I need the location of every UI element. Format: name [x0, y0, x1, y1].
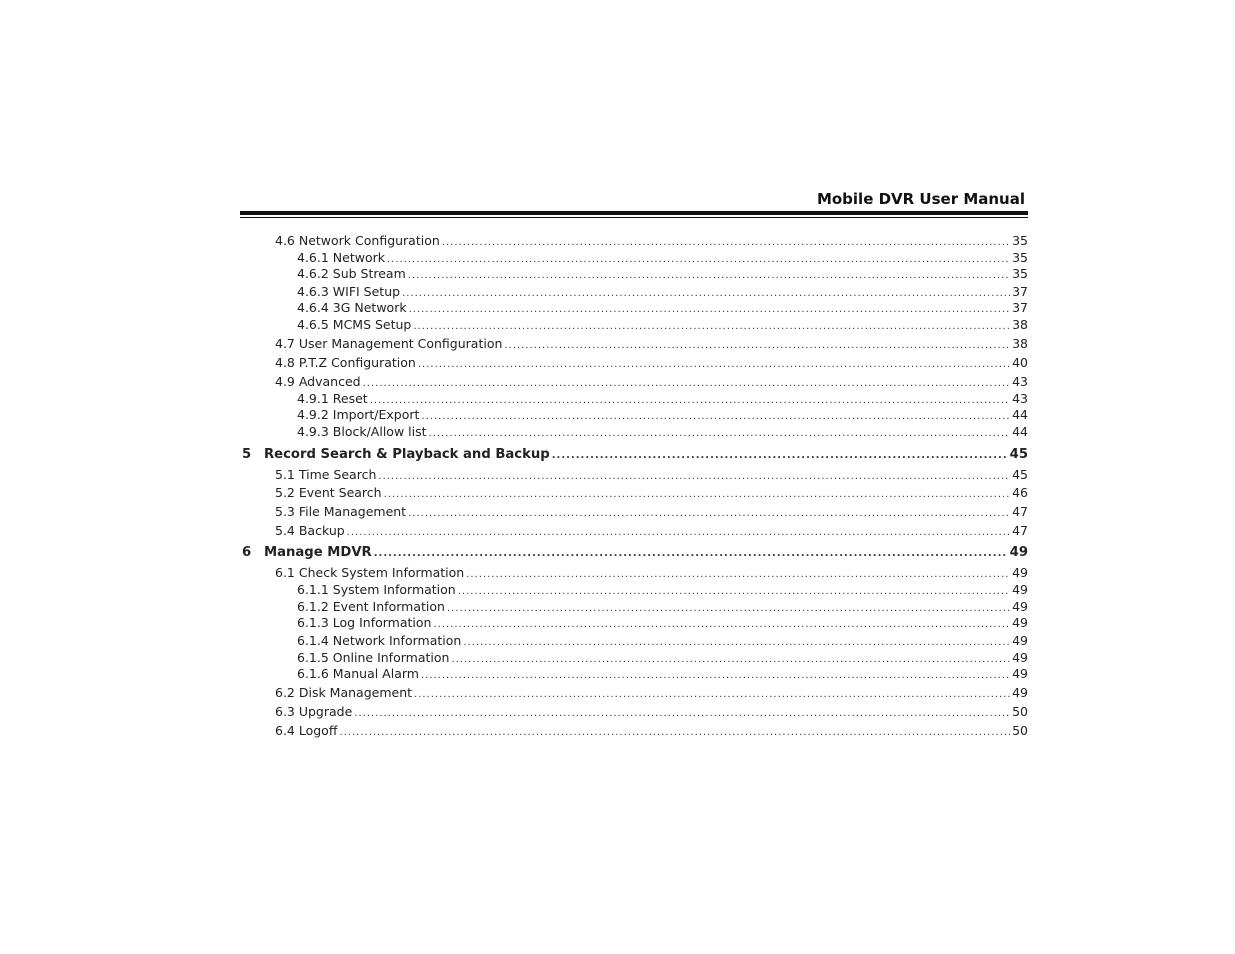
toc-subsection-entry[interactable]: [297, 615, 1028, 633]
toc-dot-leader: [458, 584, 1010, 600]
toc-entry-text: 5.4 Backup: [275, 523, 345, 538]
toc-entry-label: [275, 704, 352, 720]
toc-entry-label: [275, 485, 382, 501]
toc-entry-label: [275, 565, 464, 581]
toc-dot-leader: [442, 235, 1010, 251]
toc-page-number: 46: [1012, 485, 1028, 500]
toc-dot-leader: [384, 487, 1011, 503]
toc-dot-leader: [418, 357, 1010, 373]
toc-dot-leader: [414, 687, 1010, 703]
toc-page-number: 50: [1012, 723, 1028, 738]
toc-entry-label: [275, 467, 376, 483]
toc-entry-text: 6.1.5 Online Information: [297, 650, 450, 665]
toc-subsection-entry[interactable]: [297, 582, 1028, 600]
toc-entry-text: 6.2 Disk Management: [275, 685, 413, 700]
toc-section-entry[interactable]: [275, 233, 1028, 251]
toc-dot-leader: [433, 617, 1010, 633]
toc-page-number: 50: [1012, 704, 1028, 719]
toc-entry-label: [275, 355, 416, 371]
toc-chapter-number: 6: [242, 545, 252, 560]
toc-page-number: 49: [1012, 615, 1028, 630]
toc-dot-leader: [504, 338, 1010, 354]
toc-page-number: 49: [1012, 685, 1028, 700]
toc-entry-label: [242, 447, 550, 463]
toc-section-entry[interactable]: [275, 374, 1028, 392]
toc-entry-label: [297, 599, 445, 615]
toc-entry-label: [297, 650, 449, 666]
toc-page-number: 47: [1012, 504, 1028, 519]
toc-section-entry[interactable]: [275, 704, 1028, 722]
toc-page-number: 37: [1012, 284, 1028, 299]
toc-page-number: 45: [1012, 467, 1028, 482]
toc-entry-label: [297, 633, 461, 649]
toc-entry-label: [297, 391, 368, 407]
toc-page-number: 40: [1012, 355, 1028, 370]
toc-subsection-entry[interactable]: [297, 300, 1028, 318]
toc-page-number: 44: [1012, 407, 1028, 422]
toc-section-entry[interactable]: [275, 523, 1028, 541]
toc-entry-text: 6.1.6 Manual Alarm: [297, 666, 419, 681]
toc-entry-text: 6.4 Logoff: [275, 723, 338, 738]
toc-page-number: 49: [1012, 599, 1028, 614]
toc-dot-leader: [552, 448, 1008, 464]
toc-entry-text: 5.1 Time Search: [275, 467, 377, 482]
toc-page-number: 49: [1012, 666, 1028, 681]
toc-page-number: 45: [1009, 447, 1028, 462]
toc-dot-leader: [466, 567, 1010, 583]
toc-page-number: 35: [1012, 233, 1028, 248]
toc-chapter-number: 5: [242, 447, 252, 462]
toc-entry-text: 4.9.3 Block/Allow list: [297, 424, 427, 439]
toc-dot-leader: [421, 668, 1010, 684]
toc-chapter-entry[interactable]: [242, 447, 1028, 464]
toc-entry-text: 4.9.1 Reset: [297, 391, 368, 406]
toc-entry-label: [297, 424, 427, 440]
toc-entry-label: [275, 233, 440, 249]
toc-dot-leader: [374, 546, 1008, 562]
header-rule-thin: [240, 217, 1028, 218]
toc-entry-text: 4.6.3 WIFI Setup: [297, 284, 401, 299]
toc-page-number: 49: [1009, 545, 1028, 560]
toc-section-entry[interactable]: [275, 685, 1028, 703]
toc-entry-text: 4.6 Network Configuration: [275, 233, 440, 248]
toc-entry-text: 5.2 Event Search: [275, 485, 382, 500]
toc-entry-label: [275, 685, 412, 701]
toc-entry-label: [275, 336, 502, 352]
toc-section-entry[interactable]: [275, 504, 1028, 522]
toc-entry-label: [275, 523, 345, 539]
toc-entry-text: 4.7 User Management Configuration: [275, 336, 503, 351]
toc-entry-text: 6.1.1 System Information: [297, 582, 456, 597]
toc-entry-text: Record Search & Playback and Backup: [264, 447, 550, 462]
toc-page-number: 49: [1012, 565, 1028, 580]
toc-entry-label: [297, 407, 419, 423]
toc-entry-text: 6.1.3 Log Information: [297, 615, 432, 630]
toc-entry-text: 4.6.5 MCMS Setup: [297, 317, 412, 332]
toc-entry-text: 4.6.2 Sub Stream: [297, 266, 406, 281]
toc-entry-label: [297, 615, 431, 631]
toc-subsection-entry[interactable]: [297, 424, 1028, 442]
toc-page-number: 49: [1012, 633, 1028, 648]
toc-entry-text: 5.3 File Management: [275, 504, 407, 519]
toc-page-number: 47: [1012, 523, 1028, 538]
toc-entry-label: [297, 317, 411, 333]
toc-dot-leader: [463, 635, 1010, 651]
toc-subsection-entry[interactable]: [297, 266, 1028, 284]
toc-dot-leader: [409, 302, 1011, 318]
toc-dot-leader: [413, 319, 1010, 335]
toc-page-number: 37: [1012, 300, 1028, 315]
toc-page-number: 44: [1012, 424, 1028, 439]
toc-page-number: 49: [1012, 582, 1028, 597]
toc-section-entry[interactable]: [275, 467, 1028, 485]
toc-section-entry[interactable]: [275, 355, 1028, 373]
toc-page-number: 38: [1012, 336, 1028, 351]
toc-page-number: 38: [1012, 317, 1028, 332]
toc-entry-label: [242, 545, 372, 561]
manual-title: Mobile DVR User Manual: [816, 190, 1025, 208]
toc-page-number: 35: [1012, 266, 1028, 281]
toc-dot-leader: [408, 268, 1010, 284]
toc-dot-leader: [429, 426, 1011, 442]
toc-entry-label: [297, 284, 400, 300]
toc-subsection-entry[interactable]: [297, 407, 1028, 425]
toc-section-entry[interactable]: [275, 336, 1028, 354]
toc-dot-leader: [421, 409, 1010, 425]
toc-dot-leader: [347, 525, 1010, 541]
toc-dot-leader: [408, 506, 1010, 522]
toc-entry-text: 6.3 Upgrade: [275, 704, 353, 719]
toc-entry-label: [297, 266, 406, 282]
toc-entry-text: 6.1.4 Network Information: [297, 633, 462, 648]
toc-subsection-entry[interactable]: [297, 633, 1028, 651]
toc-dot-leader: [378, 469, 1010, 485]
toc-subsection-entry[interactable]: [297, 666, 1028, 684]
header-rule-thick: [240, 211, 1028, 215]
toc-entry-label: [275, 504, 406, 520]
toc-entry-text: 4.9 Advanced: [275, 374, 361, 389]
toc-entry-label: [297, 666, 419, 682]
toc-page-number: 43: [1012, 374, 1028, 389]
toc-entry-text: 4.9.2 Import/Export: [297, 407, 420, 422]
toc-entry-text: Manage MDVR: [264, 545, 372, 560]
toc-section-entry[interactable]: [275, 723, 1028, 741]
toc-entry-text: 4.6.4 3G Network: [297, 300, 407, 315]
page-header: [240, 190, 1028, 208]
toc-entry-label: [297, 300, 407, 316]
toc-dot-leader: [354, 706, 1010, 722]
toc-page-number: 49: [1012, 650, 1028, 665]
toc-entry-text: 4.6.1 Network: [297, 250, 385, 265]
toc-dot-leader: [363, 376, 1010, 392]
toc-entry-text: 6.1 Check System Information: [275, 565, 465, 580]
toc-entry-label: [275, 723, 337, 739]
toc-dot-leader: [339, 725, 1010, 741]
toc-subsection-entry[interactable]: [297, 317, 1028, 335]
toc-section-entry[interactable]: [275, 565, 1028, 583]
toc-chapter-entry[interactable]: [242, 545, 1028, 562]
toc-page-number: 43: [1012, 391, 1028, 406]
toc-page-number: 35: [1012, 250, 1028, 265]
toc-entry-label: [297, 582, 456, 598]
toc-entry-label: [297, 250, 385, 266]
toc-entry-label: [275, 374, 361, 390]
toc-entry-text: 6.1.2 Event Information: [297, 599, 445, 614]
toc-section-entry[interactable]: [275, 485, 1028, 503]
toc-entry-text: 4.8 P.T.Z Configuration: [275, 355, 416, 370]
